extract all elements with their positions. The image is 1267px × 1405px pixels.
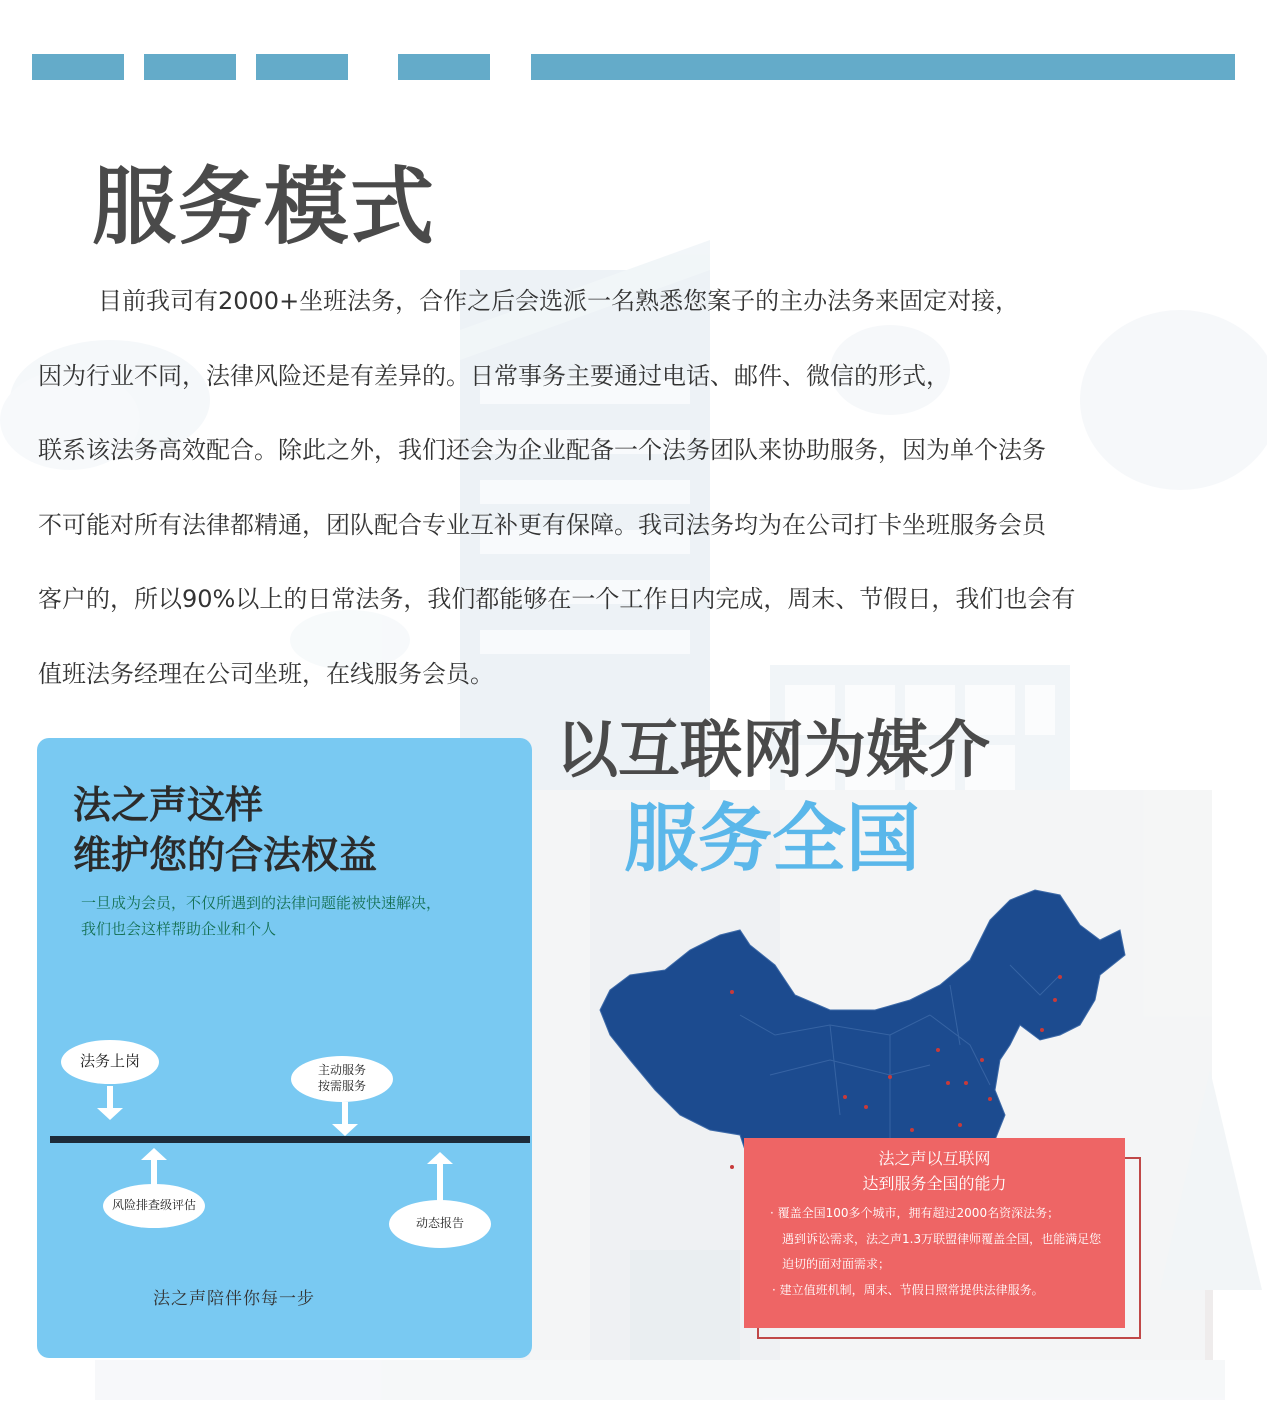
step-label: 按需服务 [317,1079,366,1093]
step-label: 法务上岗 [79,1052,140,1071]
step-label: 主动服务 [317,1063,366,1078]
step-bubble [389,1200,491,1248]
intro-paragraph-line: 目前我司有2000+坐班法务，合作之后会选派一名熟悉您案子的主办法务来固定对接， [98,287,1020,315]
info-box [744,1138,1125,1328]
step-label: 动态报告 [415,1216,464,1231]
info-bullet: 迫切的面对面需求； [782,1257,891,1271]
intro-paragraph-line: 客户的，所以90%以上的日常法务，我们都能够在一个工作日内完成，周末、节假日，我们也会有 [38,585,1076,613]
info-bullet: 遇到诉讼需求，法之声1.3万联盟律师覆盖全国，也能满足您 [782,1232,1102,1246]
arrow-up-icon [427,1152,453,1202]
info-bullet: · 覆盖全国100多个城市，拥有超过2000名资深法务； [770,1206,1060,1220]
intro-paragraph-line: 联系该法务高效配合。除此之外，我们还会为企业配备一个法务团队来协助服务，因为单个法务 [38,436,1046,464]
step-bubble [61,1040,159,1084]
arrow-up-icon [141,1148,167,1188]
card-subtitle: 一旦成为会员，不仅所遇到的法律问题能被快速解决， [81,894,442,912]
step-bubble [103,1184,205,1228]
card-heading: 维护您的合法权益 [73,833,378,877]
step-label: 风险排查级评估 [111,1198,196,1213]
card-heading: 法之声这样 [73,783,264,827]
top-bar-segment [256,54,348,80]
internet-title: 以互联网为媒介 [556,713,991,786]
page-title: 服务模式 [92,158,437,256]
top-bar-segment [144,54,236,80]
timeline-bar [50,1136,530,1143]
info-bullet: · 建立值班机制，周末、节假日照常提供法律服务。 [772,1283,1044,1297]
intro-paragraph-line: 因为行业不同，法律风险还是有差异的。日常事务主要通过电话、邮件、微信的形式， [38,362,950,390]
card-footer: 法之声陪伴你每一步 [153,1289,315,1309]
card-subtitle: 我们也会这样帮助企业和个人 [81,920,277,938]
top-bar-segment [32,54,124,80]
arrow-down-icon [332,1102,358,1136]
intro-paragraph-line: 不可能对所有法律都精通，团队配合专业互补更有保障。我司法务均为在公司打卡坐班服务会员 [38,511,1046,539]
arrow-down-icon [97,1086,123,1120]
nationwide-title: 服务全国 [624,796,920,882]
info-box-title: 达到服务全国的能力 [862,1174,1007,1193]
top-bar-segment [398,54,490,80]
service-card [37,738,532,1358]
top-bar-long [531,54,1235,80]
intro-paragraph-line: 值班法务经理在公司坐班，在线服务会员。 [38,660,494,688]
info-box-title: 法之声以互联网 [878,1149,991,1168]
step-bubble [291,1056,393,1102]
